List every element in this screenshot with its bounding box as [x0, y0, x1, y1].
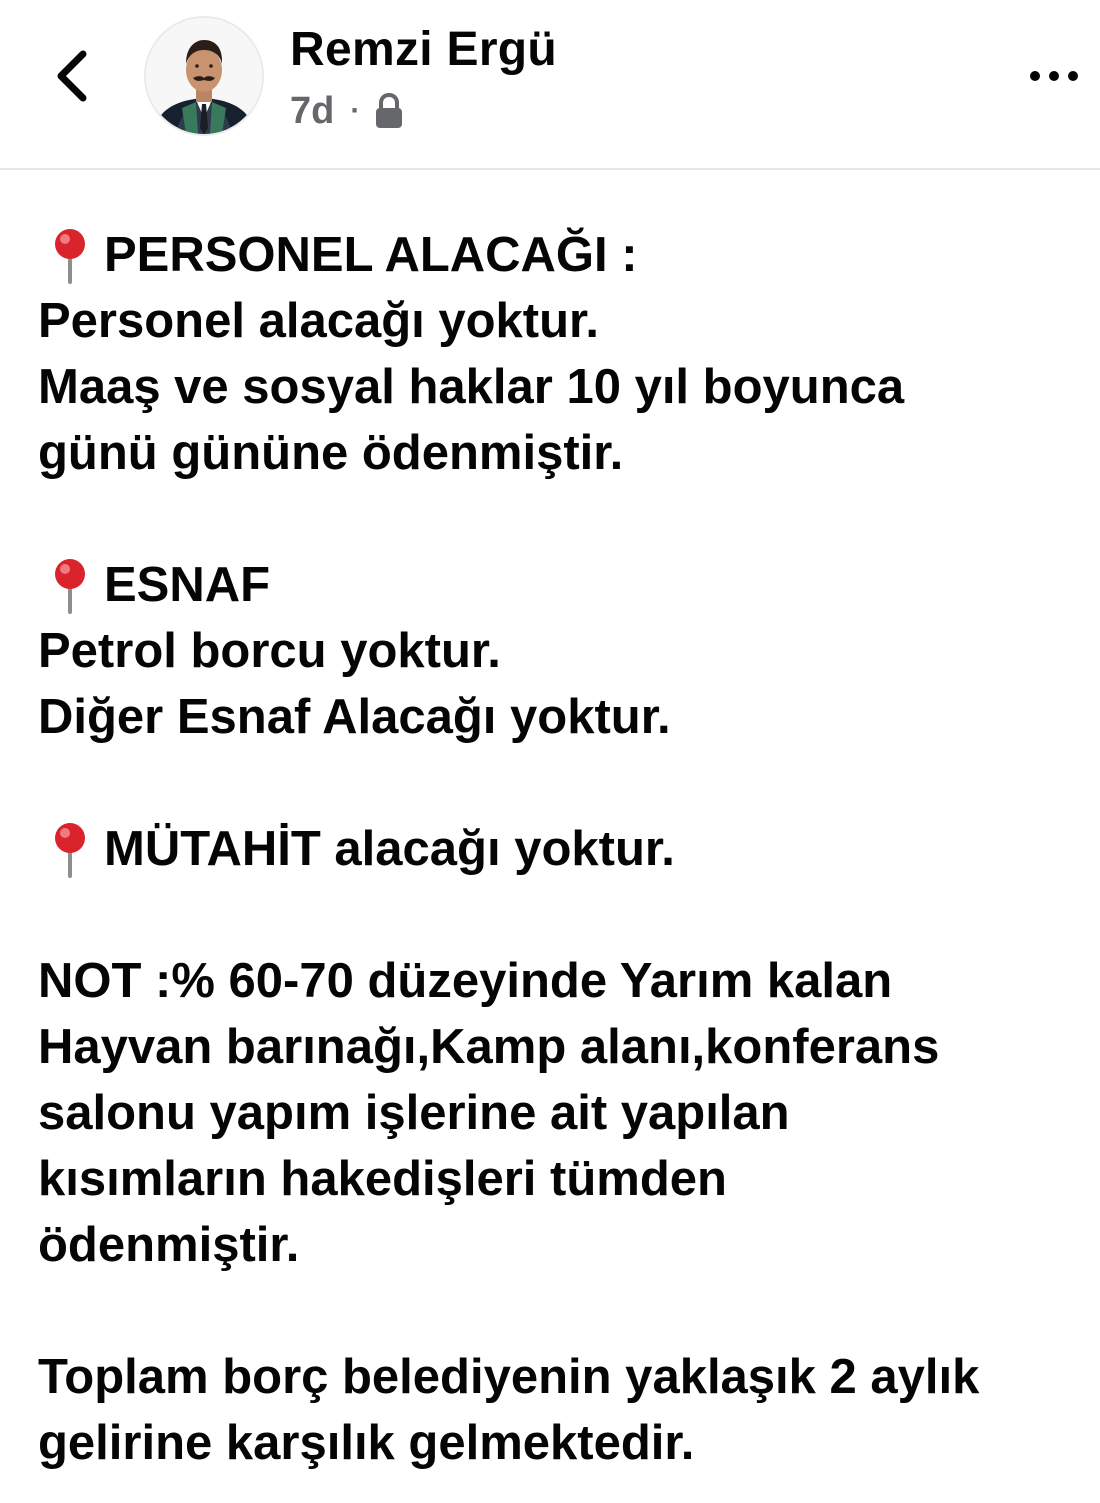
note-text-line: kısımların hakedişleri tümden: [38, 1152, 727, 1206]
post-text-line: Maaş ve sosyal haklar 10 yıl boyunca: [38, 360, 905, 414]
post-text-line: günü gününe ödenmiştir.: [38, 426, 624, 480]
summary-text-line: Toplam borç belediyenin yaklaşık 2 aylık: [38, 1350, 980, 1404]
post-meta: [290, 86, 404, 136]
more-dots-icon: [1029, 70, 1079, 82]
section-title-personel: PERSONEL ALACAĞI :: [38, 222, 1088, 288]
summary-text-line: gelirine karşılık gelmektedir.: [38, 1416, 695, 1470]
section-title-esnaf: ESNAF: [38, 552, 1088, 618]
blank-line: [38, 486, 1088, 552]
lock-icon[interactable]: [374, 92, 404, 130]
blank-line: [38, 1278, 1088, 1344]
chevron-left-icon: [55, 50, 89, 102]
note-text-line: salonu yapım işlerine ait yapılan: [38, 1086, 790, 1140]
post-text-line: Personel alacağı yoktur.: [38, 294, 600, 348]
round-pushpin-icon: [38, 816, 104, 882]
note-text-line: NOT :% 60-70 düzeyinde Yarım kalan: [38, 954, 893, 1008]
note-text-line: Hayvan barınağı,Kamp alanı,konferans: [38, 1020, 940, 1074]
more-options-button[interactable]: [1022, 56, 1086, 96]
back-button[interactable]: [44, 44, 100, 108]
post-timestamp[interactable]: 7d: [290, 89, 335, 132]
meta-separator: ·: [350, 94, 361, 127]
blank-line: [38, 882, 1088, 948]
post-text-line: Diğer Esnaf Alacağı yoktur.: [38, 690, 671, 744]
post-text-line: Petrol borcu yoktur.: [38, 624, 501, 678]
post-header: [0, 0, 1100, 170]
post-body: [38, 222, 1088, 1476]
round-pushpin-icon: [38, 552, 104, 618]
note-text-line: ödenmiştir.: [38, 1218, 300, 1272]
avatar[interactable]: [144, 16, 264, 136]
author-name[interactable]: Remzi Ergü: [290, 23, 558, 76]
blank-line: [38, 750, 1088, 816]
round-pushpin-icon: [38, 222, 104, 288]
section-title-mutahit: MÜTAHİT alacağı yoktur.: [38, 816, 1088, 882]
